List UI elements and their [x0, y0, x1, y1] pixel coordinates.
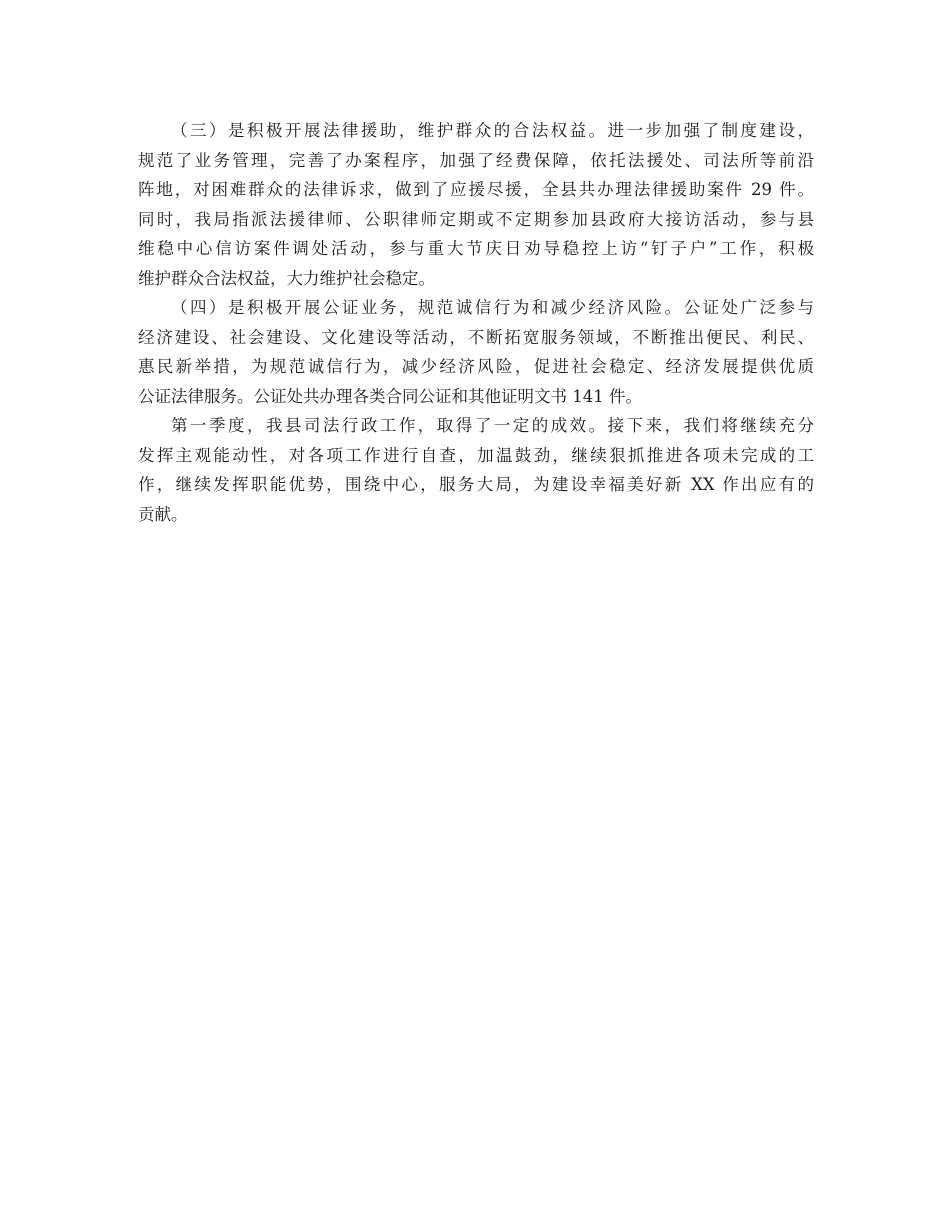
text-line: 经济建设、社会建设、文化建设等活动，不断拓宽服务领域，不断推出便民、利民、 [138, 327, 814, 347]
text-line: （四）是积极开展公证业务，规范诚信行为和减少经济风险。公证处广泛参与 [171, 298, 814, 317]
text-line: （三）是积极开展法律援助，维护群众的合法权益。进一步加强了制度建设， [171, 121, 814, 140]
text-line: 贡献。 [138, 504, 188, 524]
text-line: 阵地，对困难群众的法律诉求，做到了应援尽援，全县共办理法律援助案件 29 件。 [138, 180, 814, 199]
text-line: 惠民新举措，为规范诚信行为，减少经济风险，促进社会稳定、经济发展提供优质 [138, 357, 814, 376]
text-line: 规范了业务管理，完善了办案程序，加强了经费保障，依托法援处、司法所等前沿 [138, 150, 814, 170]
paragraph-summary [138, 411, 814, 529]
text-line: 作，继续发挥职能优势，围绕中心，服务大局，为建设幸福美好新 XX 作出应有的 [138, 475, 814, 494]
text-line: 发挥主观能动性，对各项工作进行自查，加温鼓劲，继续狠抓推进各项未完成的工 [138, 445, 814, 465]
text-line: 维稳中心信访案件调处活动，参与重大节庆日劝导稳控上访“钉子户”工作，积极 [138, 239, 814, 258]
text-line: 公证法律服务。公证处共办理各类合同公证和其他证明文书 141 件。 [138, 386, 642, 406]
paragraph-legal-aid [138, 116, 814, 293]
text-line: 第一季度，我县司法行政工作，取得了一定的成效。接下来，我们将继续充分 [171, 416, 814, 435]
text-line: 同时，我局指派法援律师、公职律师定期或不定期参加县政府大接访活动，参与县 [138, 209, 814, 229]
document-body [138, 116, 814, 529]
paragraph-notary [138, 293, 814, 411]
text-line: 维护群众合法权益，大力维护社会稳定。 [138, 268, 435, 288]
